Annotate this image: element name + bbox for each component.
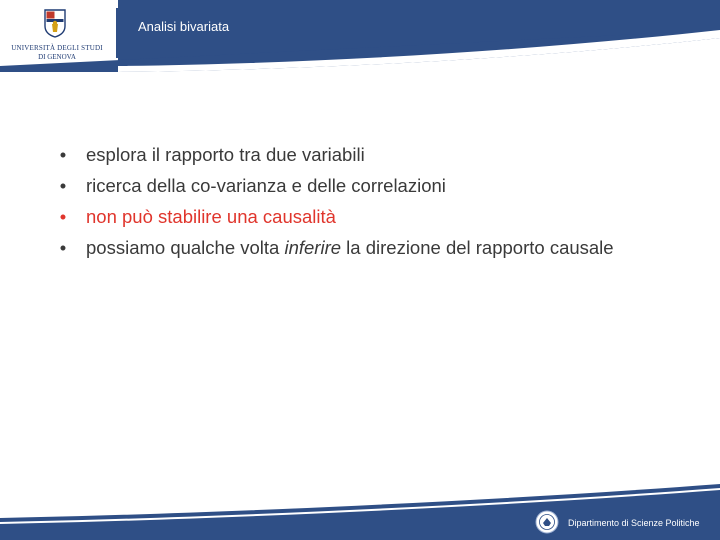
bullet-text-pre: possiamo qualche volta — [86, 237, 285, 258]
bullet-item — [58, 235, 658, 260]
bullet-text: non può stabilire una causalità — [86, 206, 336, 227]
slide-content — [58, 142, 658, 266]
bullet-text — [86, 237, 614, 258]
bullet-text: ricerca della co-varianza e delle correlazioni — [86, 175, 446, 196]
shield-emblem-icon — [43, 8, 67, 38]
bullet-dot: • — [59, 206, 67, 227]
bullet-text: esplora il rapporto tra due variabili — [86, 144, 365, 165]
bullet-dot: • — [59, 144, 67, 165]
bullet-item — [58, 173, 658, 198]
bullet-dot: • — [59, 175, 67, 196]
slide-title: Analisi bivariata — [138, 19, 230, 34]
slide-header — [0, 0, 720, 78]
bullet-list — [58, 142, 658, 260]
bullet-dot: • — [59, 237, 67, 258]
bullet-text-emphasis: inferire — [284, 237, 342, 258]
footer-wave-band — [0, 484, 720, 540]
seal-icon — [535, 510, 559, 534]
header-divider — [116, 8, 118, 58]
bullet-item — [58, 142, 658, 167]
university-logo — [0, 4, 114, 64]
university-city: DI GENOVA — [38, 53, 76, 61]
university-name: UNIVERSITÀ DEGLI STUDI — [11, 44, 103, 52]
department-name: Dipartimento di Scienze Politiche — [568, 518, 700, 528]
bullet-item-highlighted — [58, 204, 658, 229]
slide-footer — [0, 484, 720, 540]
bullet-text-post: la direzione del rapporto causale — [341, 237, 614, 258]
